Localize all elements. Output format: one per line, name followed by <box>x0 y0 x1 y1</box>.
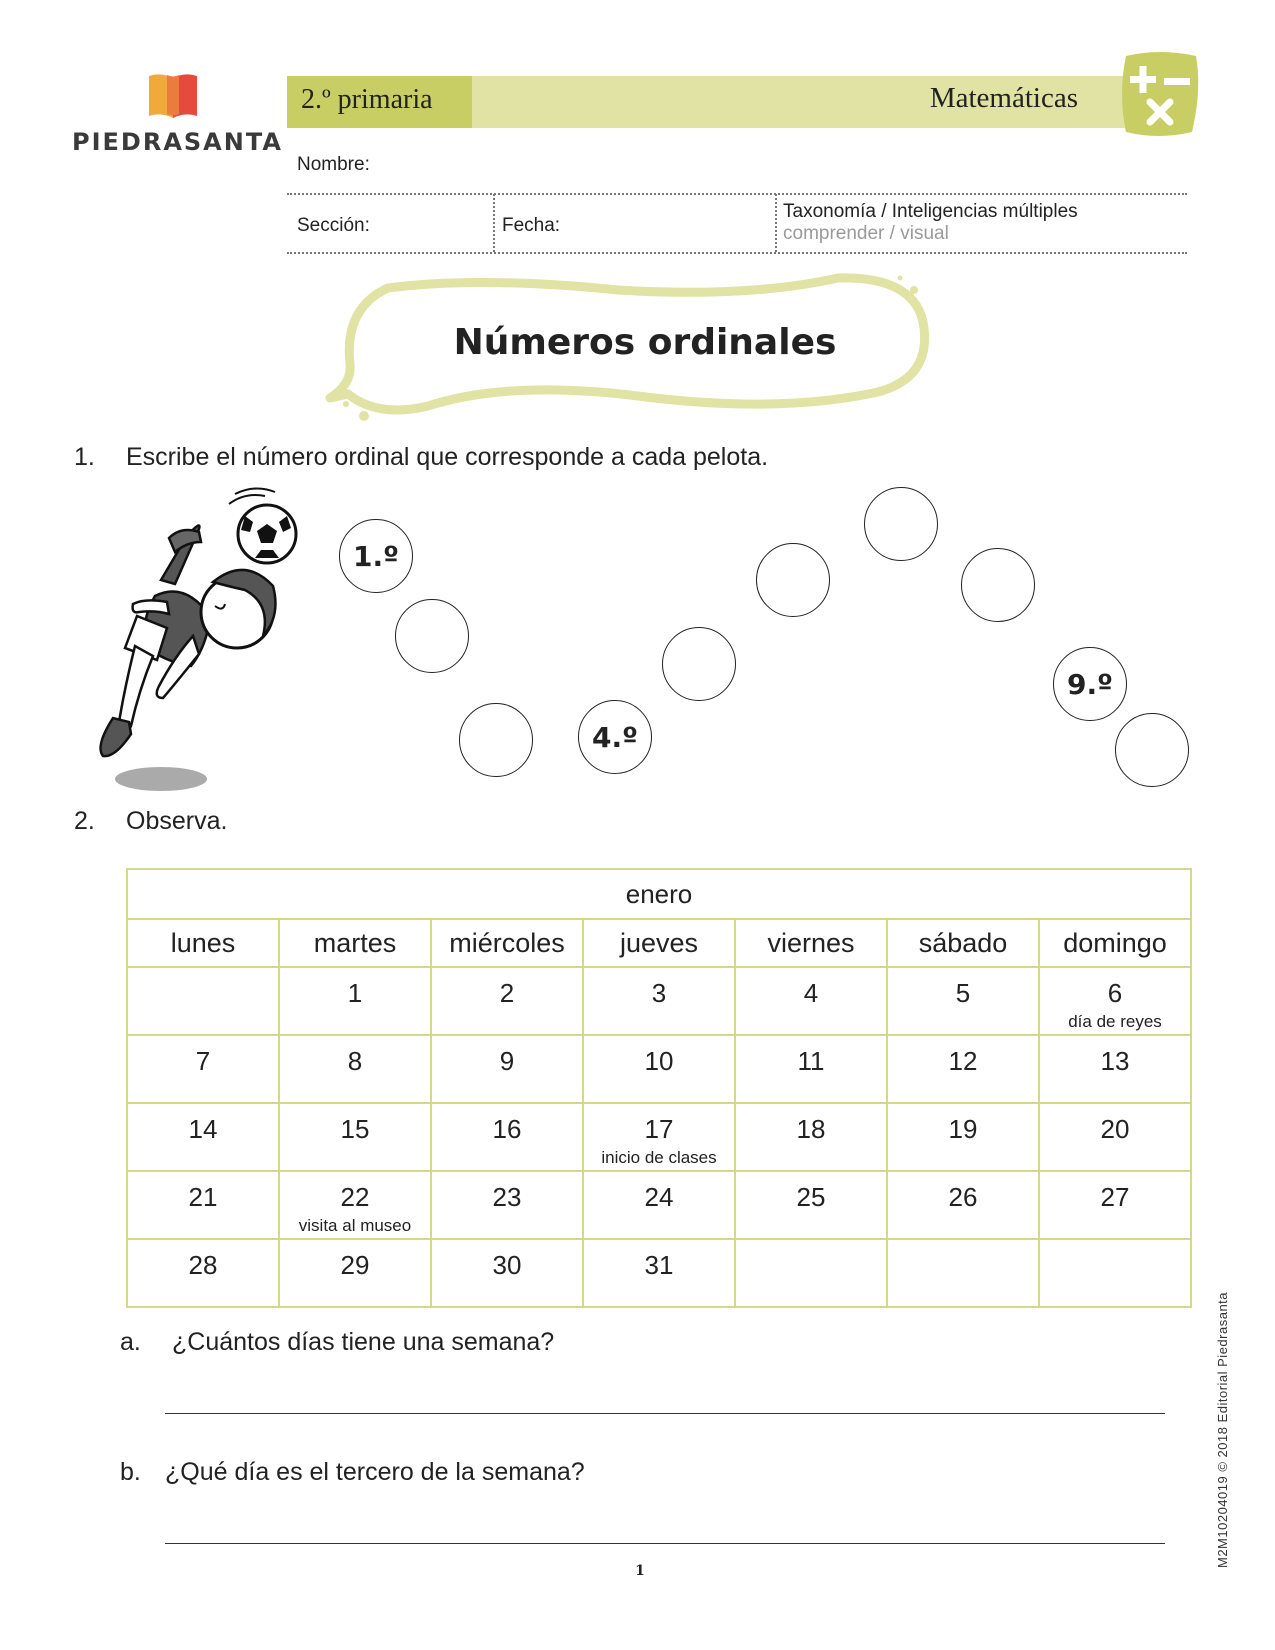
calendar-day-cell <box>583 1103 735 1171</box>
question-letter: a. <box>120 1328 141 1356</box>
ball-answer-blank[interactable] <box>756 543 830 617</box>
exercise-instruction: Observa. <box>126 807 228 835</box>
calendar-month: enero <box>127 869 1191 919</box>
grade-label: 2.º primaria <box>301 84 433 115</box>
calendar-day-cell <box>887 1171 1039 1239</box>
weekday-header: viernes <box>735 919 887 967</box>
date-label: Fecha: <box>502 215 561 236</box>
ball-answer-blank[interactable] <box>662 627 736 701</box>
calendar-day-cell <box>127 1239 279 1307</box>
calendar-day-number: 3 <box>651 978 667 1008</box>
calendar-day-number: 4 <box>803 978 819 1008</box>
calendar-day-cell <box>735 967 887 1035</box>
calendar-day-number: 12 <box>948 1046 978 1076</box>
calendar-day-number: 11 <box>797 1046 825 1076</box>
weekday-header: miércoles <box>431 919 583 967</box>
exercise-instruction: Escribe el número ordinal que corresponde a cada pelota. <box>126 443 769 471</box>
calendar-day-cell <box>735 1103 887 1171</box>
calendar-day-cell <box>1039 1103 1191 1171</box>
calendar-day-cell <box>279 1171 431 1239</box>
calendar-event-note: día de reyes <box>1068 1012 1162 1031</box>
calendar-day-cell <box>1039 1035 1191 1103</box>
calendar-day-cell <box>431 1171 583 1239</box>
calendar-week-row <box>127 1171 1191 1239</box>
calendar-day-cell <box>887 967 1039 1035</box>
ball-answer-blank[interactable] <box>459 703 533 777</box>
calendar-day-number <box>888 1252 1038 1278</box>
calendar-day-number: 10 <box>644 1046 674 1076</box>
calendar-event-note: visita al museo <box>298 1216 412 1235</box>
calendar-day-number: 30 <box>492 1250 522 1280</box>
calendar-day-number: 2 <box>499 978 515 1008</box>
calendar-day-number: 19 <box>948 1114 978 1144</box>
calendar-day-number: 13 <box>1100 1046 1130 1076</box>
ball-answer-blank[interactable] <box>395 599 469 673</box>
calendar-day-number: 17 <box>644 1114 674 1144</box>
section-label: Sección: <box>297 215 370 236</box>
answer-line[interactable] <box>165 1543 1165 1544</box>
ball-answer-blank[interactable] <box>1115 713 1189 787</box>
ball-answer-blank[interactable] <box>961 548 1035 622</box>
calendar-day-cell <box>127 967 279 1035</box>
calendar-day-number: 6 <box>1107 978 1123 1008</box>
form-divider <box>287 252 1187 254</box>
copyright-notice: M2M10204019 © 2018 Editorial Piedrasanta <box>1215 1291 1230 1568</box>
subject-label: Matemáticas <box>929 82 1078 114</box>
form-divider <box>287 193 1187 195</box>
question-text: ¿Qué día es el tercero de la semana? <box>165 1458 585 1486</box>
exercise-number: 1. <box>74 443 95 471</box>
page-number: 1 <box>635 1563 645 1579</box>
soccer-ball-icon <box>229 488 296 563</box>
calendar-day-cell <box>127 1171 279 1239</box>
calendar-day-cell <box>431 1103 583 1171</box>
name-field[interactable] <box>373 150 1183 180</box>
calendar-day-cell <box>279 1239 431 1307</box>
calendar-day-number: 14 <box>188 1114 218 1144</box>
calendar-day-number: 7 <box>195 1046 211 1076</box>
ball-labeled: 9.º <box>1053 647 1127 721</box>
calendar-week-row <box>127 1103 1191 1171</box>
weekday-header: sábado <box>887 919 1039 967</box>
calendar-day-number <box>1040 1252 1190 1278</box>
calendar-day-cell <box>1039 1171 1191 1239</box>
calendar-day-cell <box>735 1239 887 1307</box>
math-operations-icon <box>1118 50 1202 140</box>
ball-labeled: 1.º <box>339 519 413 593</box>
answer-line[interactable] <box>165 1413 1165 1414</box>
calendar-table <box>126 868 1192 1308</box>
calendar-week-row <box>127 967 1191 1035</box>
weekday-header-row <box>127 919 1191 967</box>
ball-labeled: 4.º <box>578 700 652 774</box>
section-field[interactable] <box>376 208 486 242</box>
calendar-day-number <box>128 980 278 1006</box>
taxonomy-value: comprender / visual <box>783 223 949 244</box>
calendar-day-cell <box>735 1035 887 1103</box>
calendar-day-number: 23 <box>492 1182 522 1212</box>
calendar-day-cell <box>431 1035 583 1103</box>
question-letter: b. <box>120 1458 141 1486</box>
calendar-event-note: inicio de clases <box>601 1148 717 1167</box>
ball-answer-blank[interactable] <box>864 487 938 561</box>
calendar-day-number: 29 <box>340 1250 370 1280</box>
calendar-day-cell <box>887 1239 1039 1307</box>
calendar-day-number: 22 <box>340 1182 370 1212</box>
calendar-day-cell <box>431 1239 583 1307</box>
calendar-day-cell <box>583 967 735 1035</box>
calendar-day-number: 1 <box>347 978 363 1008</box>
calendar-day-cell <box>583 1239 735 1307</box>
calendar-day-cell <box>887 1103 1039 1171</box>
calendar-day-number: 27 <box>1100 1182 1130 1212</box>
logo-wordmark: PIEDRASANTA <box>72 128 283 156</box>
calendar-day-cell <box>583 1035 735 1103</box>
calendar-day-cell <box>279 1035 431 1103</box>
calendar-day-number: 20 <box>1100 1114 1130 1144</box>
weekday-header: lunes <box>127 919 279 967</box>
calendar-week-row <box>127 1239 1191 1307</box>
calendar-day-number: 18 <box>796 1114 826 1144</box>
calendar-day-number: 8 <box>347 1046 363 1076</box>
date-field[interactable] <box>562 208 770 242</box>
soccer-player-illustration <box>95 486 305 794</box>
calendar-day-cell <box>583 1171 735 1239</box>
name-label: Nombre: <box>297 154 370 175</box>
calendar-day-number: 15 <box>340 1114 370 1144</box>
calendar-day-number <box>736 1252 886 1278</box>
calendar-day-number: 21 <box>188 1182 218 1212</box>
calendar-day-cell <box>127 1103 279 1171</box>
calendar-day-cell <box>735 1171 887 1239</box>
calendar-day-number: 31 <box>644 1250 674 1280</box>
calendar-day-cell <box>431 967 583 1035</box>
weekday-header: jueves <box>583 919 735 967</box>
calendar-day-number: 9 <box>499 1046 515 1076</box>
exercise-number: 2. <box>74 807 95 835</box>
piedrasanta-logo-icon <box>147 72 199 120</box>
taxonomy-label: Taxonomía / Inteligencias múltiples <box>783 201 1078 222</box>
form-divider <box>775 194 777 252</box>
calendar-day-cell <box>279 967 431 1035</box>
calendar-day-number: 16 <box>492 1114 522 1144</box>
calendar-day-number: 25 <box>796 1182 826 1212</box>
question-text: ¿Cuántos días tiene una semana? <box>172 1328 555 1356</box>
calendar-day-cell <box>127 1035 279 1103</box>
calendar-day-cell <box>887 1035 1039 1103</box>
calendar-day-cell <box>1039 1239 1191 1307</box>
calendar-day-number: 24 <box>644 1182 674 1212</box>
calendar-day-cell <box>1039 967 1191 1035</box>
weekday-header: domingo <box>1039 919 1191 967</box>
calendar-day-number: 5 <box>955 978 971 1008</box>
calendar-week-row <box>127 1035 1191 1103</box>
weekday-header: martes <box>279 919 431 967</box>
form-divider <box>493 194 495 252</box>
calendar-day-number: 28 <box>188 1250 218 1280</box>
calendar-day-cell <box>279 1103 431 1171</box>
page-title: Números ordinales <box>453 322 837 363</box>
calendar-day-number: 26 <box>948 1182 978 1212</box>
